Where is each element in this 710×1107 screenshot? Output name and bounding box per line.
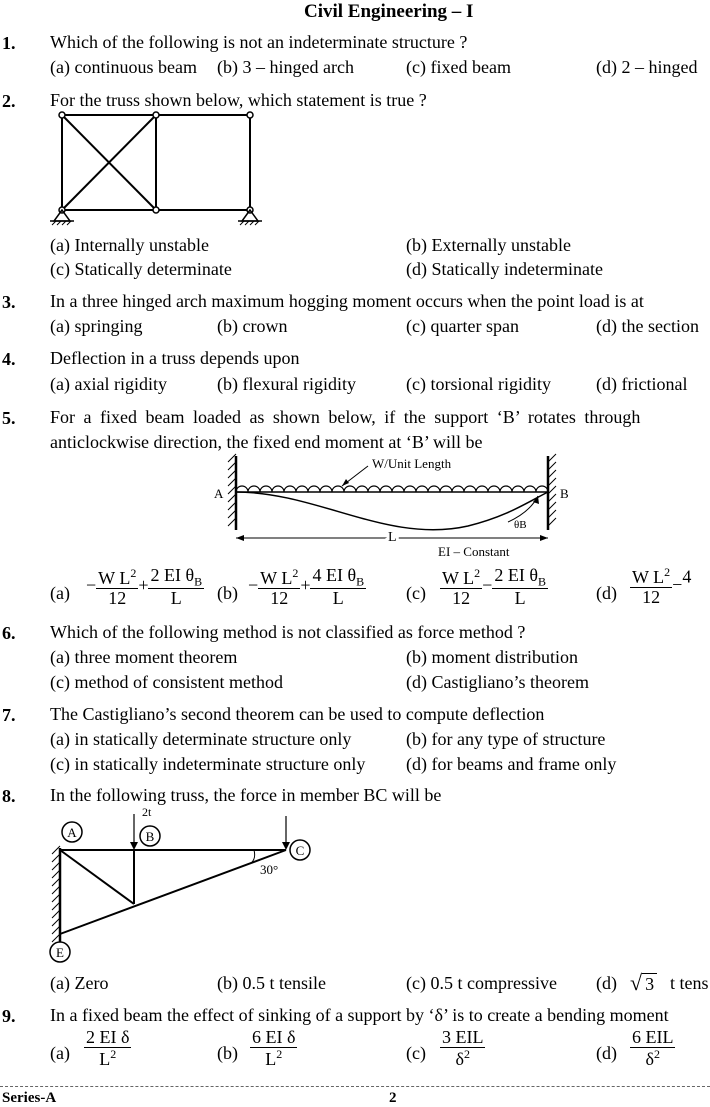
option-b-expr: $\frac{\text{6 EI δ}}{L^2}$ — [252, 1027, 296, 1069]
option-b: (b) flexural rigidity — [217, 374, 356, 394]
support-b-label: B — [560, 486, 569, 501]
question-number: 6. — [2, 623, 16, 643]
support-a-label: A — [214, 486, 224, 501]
option-d-expr: $\frac{\text{6 EIL}}{\delta^2}$ — [632, 1027, 674, 1069]
option-d: (d) — [596, 973, 617, 993]
question-number: 3. — [2, 292, 16, 312]
option-a: (a) — [50, 583, 70, 603]
option-a: (a) axial rigidity — [50, 374, 167, 394]
load-label: W/Unit Length — [372, 456, 452, 471]
option-a: (a) in statically determinate structure only — [50, 729, 352, 749]
option-b-expr: − $\frac{W L^2}{12}$ + $\frac{4 EI \theta_B}{L}$ — [248, 565, 365, 609]
option-a-expr: $\frac{\text{2 EI δ}}{L^2}$ — [86, 1027, 130, 1069]
node-a-label: A — [67, 825, 77, 840]
question-number: 9. — [2, 1006, 16, 1026]
option-b: (b) — [217, 583, 238, 603]
page-number: 2 — [389, 1090, 397, 1106]
option-d: (d) for beams and frame only — [406, 754, 617, 774]
option-c: (c) Statically determinate — [50, 259, 232, 279]
option-a: (a) Internally unstable — [50, 235, 209, 255]
option-d: (d) Castigliano’s theorem — [406, 672, 589, 692]
option-a: (a) continuous beam — [50, 57, 197, 77]
footer-divider — [0, 1086, 710, 1087]
fixed-beam-figure — [208, 452, 578, 562]
option-c: (c) — [406, 1043, 426, 1063]
question-number: 2. — [2, 91, 16, 111]
option-c: (c) quarter span — [406, 316, 519, 336]
span-label: L — [388, 530, 397, 545]
theta-label: θB — [514, 519, 527, 531]
option-b: (b) crown — [217, 316, 288, 336]
option-c: (c) method of consistent method — [50, 672, 283, 692]
page-title: Civil Engineering – I — [304, 1, 474, 22]
node-b-label: B — [145, 829, 155, 844]
option-d: (d) the section — [596, 316, 699, 336]
option-b: (b) — [217, 1043, 238, 1063]
question-number: 1. — [2, 33, 16, 53]
option-d-expr: √ 3 — [630, 970, 657, 996]
truss-figure-q8 — [44, 802, 324, 968]
option-c-expr: $\frac{\text{3 EIL}}{\delta^2}$ — [442, 1027, 484, 1069]
question-text: In the following truss, the force in member BC will be — [50, 785, 442, 805]
node-c-label: C — [295, 843, 305, 858]
option-d: (d) frictional — [596, 374, 688, 394]
angle-label: 30° — [260, 862, 279, 877]
question-text: For the truss shown below, which statement is true ? — [50, 90, 427, 110]
option-c: (c) — [406, 583, 426, 603]
option-a: (a) springing — [50, 316, 143, 336]
question-text: In a three hinged arch maximum hogging moment occurs when the point load is at — [50, 291, 644, 311]
question-text: Which of the following method is not classified as force method ? — [50, 622, 526, 642]
option-b: (b) moment distribution — [406, 647, 578, 667]
question-text: Deflection in a truss depends upon — [50, 348, 300, 368]
option-c: (c) in statically indeterminate structure only — [50, 754, 366, 774]
truss-figure-q2 — [48, 108, 268, 228]
option-d: (d) — [596, 583, 617, 603]
option-d: (d) Statically indeterminate — [406, 259, 603, 279]
option-a: (a) — [50, 1043, 70, 1063]
question-text: In a fixed beam the effect of sinking of a support by ‘δ’ is to create a bending moment — [50, 1005, 669, 1025]
option-a: (a) three moment theorem — [50, 647, 238, 667]
option-d: (d) — [596, 1043, 617, 1063]
option-d: (d) 2 – hinged — [596, 57, 698, 77]
question-number: 7. — [2, 705, 16, 725]
question-text: For a fixed beam loaded as shown below, if the support ‘B’ rotates through — [50, 407, 641, 427]
option-c: (c) 0.5 t compressive — [406, 973, 557, 993]
option-a-expr: − $\frac{W L^2}{12}$ + $\frac{2 EI \theta_B}{L}$ — [86, 565, 203, 609]
question-text: Which of the following is not an indeterminate structure ? — [50, 32, 468, 52]
question-number: 5. — [2, 408, 16, 428]
series-label: Series-A — [2, 1090, 57, 1106]
option-d-tail: t tens — [670, 973, 709, 993]
option-b: (b) Externally unstable — [406, 235, 571, 255]
option-c: (c) torsional rigidity — [406, 374, 551, 394]
option-b: (b) 3 – hinged arch — [217, 57, 354, 77]
option-b: (b) 0.5 t tensile — [217, 973, 326, 993]
ei-label: EI – Constant — [438, 544, 510, 559]
option-c-expr: $\frac{W L^2}{12}$ − $\frac{2 EI \theta_B}{L}$ — [442, 565, 546, 609]
option-d-expr: $\frac{W L^2}{12}$ −4 — [632, 565, 692, 607]
question-number: 4. — [2, 349, 16, 369]
option-b: (b) for any type of structure — [406, 729, 606, 749]
question-number: 8. — [2, 786, 16, 806]
question-text: The Castigliano’s second theorem can be used to compute deflection — [50, 704, 545, 724]
load-label: 2t — [142, 805, 152, 819]
node-e-label: E — [56, 945, 64, 960]
question-text-cont: anticlockwise direction, the fixed end moment at ‘B’ will be — [50, 432, 483, 452]
option-c: (c) fixed beam — [406, 57, 511, 77]
option-a: (a) Zero — [50, 973, 109, 993]
